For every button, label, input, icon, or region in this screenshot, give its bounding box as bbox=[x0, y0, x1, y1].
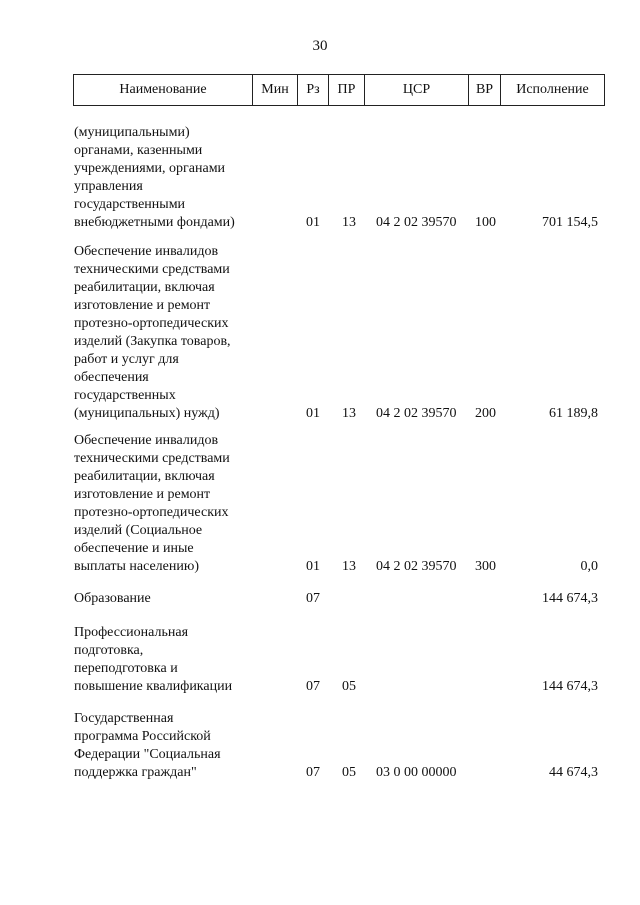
row-csr: 03 0 00 00000 bbox=[376, 765, 457, 780]
row-pr: 05 bbox=[342, 679, 356, 694]
row-execution: 701 154,5 bbox=[542, 215, 598, 230]
row-vr: 200 bbox=[475, 406, 496, 421]
row-rz: 01 bbox=[306, 215, 320, 230]
row-pr: 13 bbox=[342, 559, 356, 574]
row-pr: 05 bbox=[342, 765, 356, 780]
row-execution: 144 674,3 bbox=[542, 679, 598, 694]
row-name: Образование bbox=[74, 591, 151, 606]
row-vr: 100 bbox=[475, 215, 496, 230]
row-execution: 61 189,8 bbox=[549, 406, 598, 421]
header-csr: ЦСР bbox=[365, 75, 469, 106]
row-rz: 01 bbox=[306, 406, 320, 421]
row-rz: 07 bbox=[306, 679, 320, 694]
row-rz: 01 bbox=[306, 559, 320, 574]
page-number: 30 bbox=[312, 38, 328, 54]
row-execution: 0,0 bbox=[580, 559, 598, 574]
row-name: Государственная программа Российской Федерации "Социальная поддержка граждан" bbox=[74, 711, 221, 780]
header-vr: ВР bbox=[469, 75, 501, 106]
row-csr: 04 2 02 39570 bbox=[376, 406, 457, 421]
row-csr: 04 2 02 39570 bbox=[376, 215, 457, 230]
row-csr: 04 2 02 39570 bbox=[376, 559, 457, 574]
row-name: Обеспечение инвалидов техническими средствами реабилитации, включая изготовление и ремонт протезно-ортопедических изделий (Закупка товаров, работ и услуг для обеспечения государственных (муниципальных) нужд) bbox=[74, 244, 231, 421]
row-name: (муниципальными) органами, казенными учреждениями, органами управления государственными внебюджетными фондами) bbox=[74, 125, 235, 230]
row-execution: 44 674,3 bbox=[549, 765, 598, 780]
row-rz: 07 bbox=[306, 591, 320, 606]
row-name: Обеспечение инвалидов техническими средствами реабилитации, включая изготовление и ремонт протезно-ортопедических изделий (Социальное обеспечение и иные выплаты населению) bbox=[74, 433, 230, 574]
row-name: Профессиональная подготовка, переподготовка и повышение квалификации bbox=[74, 625, 233, 694]
header-execution: Исполнение bbox=[501, 75, 605, 106]
header-pr: ПР bbox=[329, 75, 365, 106]
row-pr: 13 bbox=[342, 215, 356, 230]
row-rz: 07 bbox=[306, 765, 320, 780]
row-execution: 144 674,3 bbox=[542, 591, 598, 606]
header-name: Наименование bbox=[74, 75, 253, 106]
header-rz: Рз bbox=[298, 75, 329, 106]
row-vr: 300 bbox=[475, 559, 496, 574]
row-pr: 13 bbox=[342, 406, 356, 421]
header-min: Мин bbox=[253, 75, 298, 106]
